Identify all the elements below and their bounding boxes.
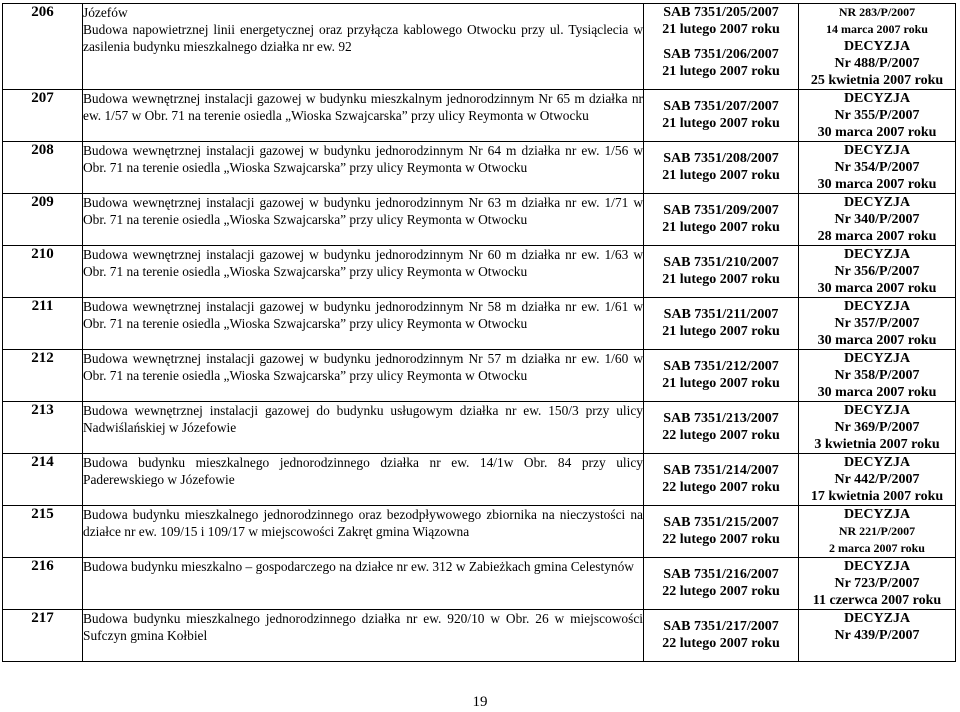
decision-number: NR 283/P/2007 (838, 5, 916, 19)
sab-reference (644, 4, 799, 90)
decision-cell (799, 90, 956, 142)
description-text: Budowa budynku mieszkalno – gospodarczego na działce nr ew. 312 w Zabieżkach gmina Celestynów (83, 559, 634, 574)
decision-cell (799, 350, 956, 402)
sab-date: 22 lutego 2007 roku (662, 428, 780, 443)
sab-date: 21 lutego 2007 roku (662, 116, 780, 131)
sab-date: 22 lutego 2007 roku (662, 532, 780, 547)
sab-reference (644, 558, 799, 610)
description-text: Budowa wewnętrznej instalacji gazowej do budynku usługowym działka nr ew. 150/3 przy ulicy Nadwiślańskiej w Józefowie (83, 403, 643, 435)
decision-label: DECYZJA (843, 507, 911, 522)
row-number: 207 (3, 90, 83, 142)
table-row (3, 558, 956, 610)
row-description (83, 558, 644, 610)
decision-label: DECYZJA (843, 611, 911, 626)
decision-number: NR 221/P/2007 (838, 524, 916, 538)
sab-reference (644, 506, 799, 558)
decision-date: 30 marca 2007 roku (817, 333, 937, 348)
description-text: Budowa wewnętrznej instalacji gazowej w budynku jednorodzinnym Nr 58 m działka nr ew. 1/61 w Obr. 71 na terenie osiedla „Wioska Szwajcarska” przy ulicy Reymonta w Otwocku (83, 299, 643, 331)
sab-signature: SAB 7351/217/2007 (663, 619, 779, 634)
row-description (83, 350, 644, 402)
description-text: Budowa wewnętrznej instalacji gazowej w budynku jednorodzinnym Nr 60 m działka nr ew. 1/63 w Obr. 71 na terenie osiedla „Wioska Szwajcarska” przy ulicy Reymonta w Otwocku (83, 247, 643, 279)
sab-signature: SAB 7351/208/2007 (663, 151, 779, 166)
row-description (83, 194, 644, 246)
description-text: Budowa budynku mieszkalnego jednorodzinnego oraz bezodpływowego zbiornika na nieczystości na działce nr ew. 109/15 i 109/17 w miejscowości Zakręt gmina Wiązowna (83, 507, 643, 539)
decision-date: 28 marca 2007 roku (817, 229, 937, 244)
sab-reference (644, 298, 799, 350)
sab-reference (644, 246, 799, 298)
sab-signature: SAB 7351/214/2007 (663, 463, 779, 478)
sab-date: 21 lutego 2007 roku (662, 22, 780, 37)
row-description (83, 142, 644, 194)
table-row (3, 246, 956, 298)
sab-signature: SAB 7351/216/2007 (663, 567, 779, 582)
decision-date: 30 marca 2007 roku (817, 385, 937, 400)
row-number: 216 (3, 558, 83, 610)
decision-number: Nr 369/P/2007 (834, 420, 920, 435)
table-row (3, 610, 956, 662)
decision-number: Nr 723/P/2007 (834, 576, 920, 591)
sab-date: 21 lutego 2007 roku (662, 168, 780, 183)
decision-number: Nr 439/P/2007 (834, 628, 920, 643)
row-number: 211 (3, 298, 83, 350)
row-description (83, 298, 644, 350)
decision-label: DECYZJA (843, 559, 911, 574)
decision-date: 11 czerwca 2007 roku (812, 593, 942, 608)
decision-number: Nr 355/P/2007 (834, 108, 920, 123)
decision-number: Nr 354/P/2007 (834, 160, 920, 175)
decision-date: 14 marca 2007 roku (826, 22, 928, 36)
sab-signature: SAB 7351/210/2007 (663, 255, 779, 270)
table-row (3, 90, 956, 142)
row-number: 208 (3, 142, 83, 194)
register-table-body (3, 4, 956, 662)
decision-number: Nr 356/P/2007 (834, 264, 920, 279)
register-table (2, 3, 956, 662)
sab-reference (644, 194, 799, 246)
description-text: Budowa wewnętrznej instalacji gazowej w budynku jednorodzinnym Nr 63 m działka nr ew. 1/71 w Obr. 71 na terenie osiedla „Wioska Szwajcarska” przy ulicy Reymonta w Otwocku (83, 195, 643, 227)
decision-cell (799, 454, 956, 506)
sab-signature: SAB 7351/209/2007 (663, 203, 779, 218)
decision-cell (799, 402, 956, 454)
sab-reference (644, 350, 799, 402)
sab-signature: SAB 7351/213/2007 (663, 411, 779, 426)
decision-label: DECYZJA (843, 299, 911, 314)
description-text: Budowa napowietrznej linii energetycznej oraz przyłącza kablowego Otwocku przy ul. Tysiąclecia w zasilenia budynku mieszkalnego działka nr ew. 92 (83, 22, 643, 54)
sab-signature: SAB 7351/206/2007 (663, 47, 779, 62)
decision-label: DECYZJA (843, 403, 911, 418)
sab-signature: SAB 7351/211/2007 (663, 307, 779, 322)
decision-label: DECYZJA (843, 143, 911, 158)
row-description (83, 402, 644, 454)
row-number: 210 (3, 246, 83, 298)
row-number: 206 (3, 4, 83, 90)
table-row (3, 298, 956, 350)
decision-label: DECYZJA (843, 195, 911, 210)
sab-date: 21 lutego 2007 roku (662, 376, 780, 391)
decision-number: Nr 358/P/2007 (834, 368, 920, 383)
decision-date: 3 kwietnia 2007 roku (814, 437, 940, 452)
table-row (3, 402, 956, 454)
row-description (83, 4, 644, 90)
decision-date: 25 kwietnia 2007 roku (810, 73, 944, 88)
table-row (3, 506, 956, 558)
row-description (83, 506, 644, 558)
description-text: Budowa wewnętrznej instalacji gazowej w budynku jednorodzinnym Nr 64 m działka nr ew. 1/56 w Obr. 71 na terenie osiedla „Wioska Szwajcarska” przy ulicy Reymonta w Otwocku (83, 143, 643, 175)
decision-number: Nr 357/P/2007 (834, 316, 920, 331)
decision-cell (799, 246, 956, 298)
table-row (3, 350, 956, 402)
sab-reference (644, 402, 799, 454)
decision-number: Nr 442/P/2007 (834, 472, 920, 487)
decision-label: DECYZJA (843, 455, 911, 470)
sab-reference (644, 142, 799, 194)
decision-label: DECYZJA (843, 91, 911, 106)
sab-signature: SAB 7351/215/2007 (663, 515, 779, 530)
decision-cell (799, 194, 956, 246)
table-row (3, 142, 956, 194)
row-number: 214 (3, 454, 83, 506)
sab-date: 21 lutego 2007 roku (662, 272, 780, 287)
description-text: Budowa wewnętrznej instalacji gazowej w budynku jednorodzinnym Nr 57 m działka nr ew. 1/60 w Obr. 71 na terenie osiedla „Wioska Szwajcarska” przy ulicy Reymonta w Otwocku (83, 351, 643, 383)
decision-date: 30 marca 2007 roku (817, 177, 937, 192)
row-number: 213 (3, 402, 83, 454)
sab-date: 22 lutego 2007 roku (662, 636, 780, 651)
row-description (83, 454, 644, 506)
page-number: 19 (472, 694, 488, 710)
sab-reference (644, 90, 799, 142)
row-number: 209 (3, 194, 83, 246)
description-text: Budowa budynku mieszkalnego jednorodzinnego działka nr ew. 14/1w Obr. 84 przy ulicy Paderewskiego w Józefowie (83, 455, 643, 487)
decision-label: DECYZJA (843, 39, 911, 54)
table-row (3, 454, 956, 506)
sab-signature: SAB 7351/207/2007 (663, 99, 779, 114)
row-number: 217 (3, 610, 83, 662)
decision-date: 17 kwietnia 2007 roku (810, 489, 944, 504)
sab-signature: SAB 7351/205/2007 (663, 5, 779, 20)
decision-cell (799, 142, 956, 194)
sab-date: 22 lutego 2007 roku (662, 480, 780, 495)
row-number: 212 (3, 350, 83, 402)
row-description (83, 90, 644, 142)
sab-date: 21 lutego 2007 roku (662, 220, 780, 235)
description-text: Budowa wewnętrznej instalacji gazowej w budynku mieszkalnym jednorodzinnym Nr 65 m działka nr ew. 1/57 w Obr. 71 na terenie osiedla „Wioska Szwajcarska” przy ulicy Reymonta w Otwocku (83, 91, 643, 123)
description-text: Budowa budynku mieszkalnego jednorodzinnego działka nr ew. 920/10 w Obr. 26 w miejscowości Sufczyn gmina Kołbiel (83, 611, 643, 643)
row-number: 215 (3, 506, 83, 558)
decision-date: 30 marca 2007 roku (817, 281, 937, 296)
decision-number: Nr 488/P/2007 (834, 56, 920, 71)
table-row (3, 4, 956, 90)
decision-date: 30 marca 2007 roku (817, 125, 937, 140)
decision-cell (799, 298, 956, 350)
sab-reference (644, 454, 799, 506)
decision-cell (799, 4, 956, 90)
row-description (83, 610, 644, 662)
decision-cell (799, 506, 956, 558)
sab-date: 21 lutego 2007 roku (662, 324, 780, 339)
decision-date: 2 marca 2007 roku (829, 541, 925, 555)
decision-cell (799, 558, 956, 610)
decision-label: DECYZJA (843, 247, 911, 262)
decision-number: Nr 340/P/2007 (834, 212, 920, 227)
decision-cell (799, 610, 956, 662)
row-description (83, 246, 644, 298)
place-name: Józefów (83, 5, 128, 20)
sab-signature: SAB 7351/212/2007 (663, 359, 779, 374)
decision-label: DECYZJA (843, 351, 911, 366)
sab-date: 21 lutego 2007 roku (662, 64, 780, 79)
sab-reference (644, 610, 799, 662)
sab-date: 22 lutego 2007 roku (662, 584, 780, 599)
table-row (3, 194, 956, 246)
